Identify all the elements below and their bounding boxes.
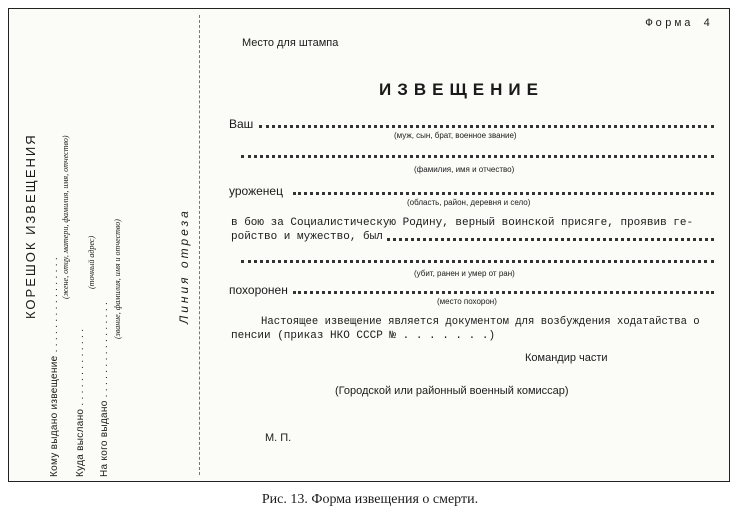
stub-section — [9, 9, 169, 481]
fate-field — [241, 260, 714, 263]
your-field — [259, 125, 714, 128]
stub-caption-for-whom: (звание, фамилия, имя и отчество) — [113, 219, 122, 339]
seal-label: М. П. — [265, 432, 292, 444]
stub-caption-to-whom: (жене, отцу, матери, фамилия, имя, отчество) — [61, 135, 70, 299]
commander-label: Командир части — [525, 352, 608, 364]
stub-line-to-whom: Кому выдано извещение . . . . . . . . . . . . . . . . — [49, 257, 60, 477]
stub-title: КОРЕШОК ИЗВЕЩЕНИЯ — [23, 133, 38, 319]
your-label: Ваш — [229, 117, 254, 131]
notification-form — [8, 8, 730, 482]
fate-caption: (убит, ранен и умер от ран) — [414, 269, 515, 278]
stub-line-for-whom: На кого выдано . . . . . . . . . . . . . . . . — [99, 301, 110, 477]
was-field — [387, 238, 714, 241]
stub-caption-where: (точный адрес) — [87, 235, 96, 289]
name-field — [241, 155, 714, 158]
doc-line-2: пенсии (приказ НКО СССР № . . . . . . .) — [231, 330, 496, 342]
commissar-label: (Городской или районный военный комиссар) — [335, 385, 569, 397]
form-title: ИЗВЕЩЕНИЕ — [379, 80, 544, 99]
stamp-place: Место для штампа — [242, 37, 339, 49]
form-number: Форма 4 — [645, 18, 713, 30]
native-caption: (область, район, деревня и село) — [407, 198, 531, 207]
figure-caption: Рис. 13. Форма извещения о смерти. — [261, 492, 479, 507]
text-line-1: в бою за Социалистическую Родину, верный воинской присяге, проявив ге- — [231, 217, 694, 229]
native-field — [293, 192, 714, 195]
buried-label: похоронен — [229, 283, 288, 297]
cut-line-label: Линия отреза — [177, 208, 191, 324]
stub-line-where: Куда выслано . . . . . . . . . . . . . — [75, 328, 86, 477]
name-caption: (фамилия, имя и отчество) — [414, 165, 515, 174]
your-caption: (муж, сын, брат, военное звание) — [394, 131, 517, 140]
buried-field — [293, 291, 714, 294]
native-label: уроженец — [229, 184, 283, 198]
cut-line — [199, 15, 200, 475]
doc-line-1: Настоящее извещение является документом для возбуждения ходатайства о — [261, 316, 700, 328]
buried-caption: (место похорон) — [437, 297, 497, 306]
text-line-2: ройство и мужество, был — [231, 231, 383, 243]
